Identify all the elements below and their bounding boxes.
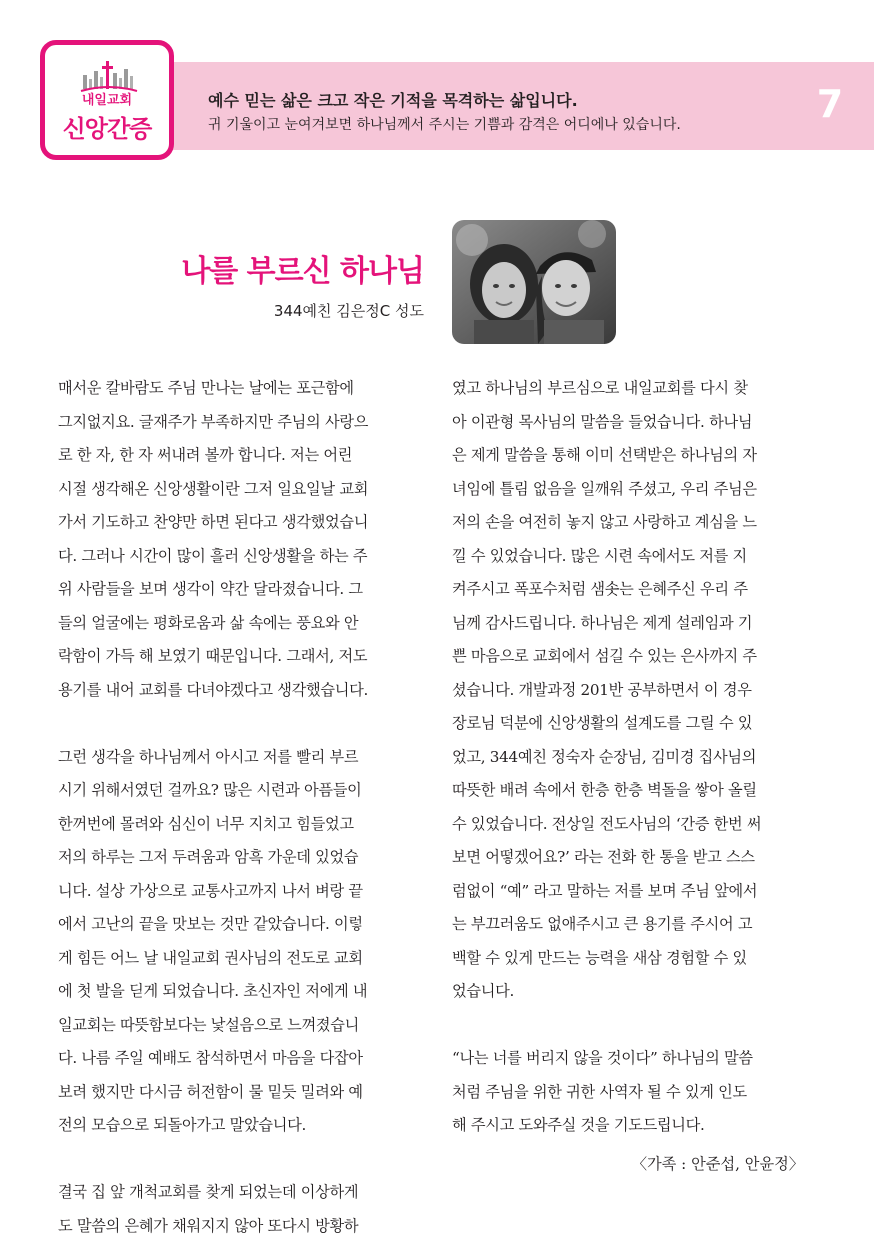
- article-title: 나를 부르신 하나님: [181, 246, 424, 290]
- header-subtagline: 귀 기울이고 눈여겨보면 하나님께서 주시는 기쁨과 감격은 어디에나 있습니다.: [208, 114, 681, 134]
- text-line: 다. 나름 주일 예배도 참석하면서 마음을 다잡아: [58, 1042, 420, 1076]
- text-line: 전의 모습으로 되돌아가고 말았습니다.: [58, 1109, 420, 1143]
- text-line: 님께 감사드립니다. 하나님은 제게 설레임과 기: [452, 607, 816, 641]
- text-line: 니다. 설상 가상으로 교통사고까지 나서 벼랑 끝: [58, 875, 420, 909]
- text-line: 켜주시고 폭포수처럼 샘솟는 은혜주신 우리 주: [452, 573, 816, 607]
- text-line: 였고 하나님의 부르심으로 내일교회를 다시 찾: [452, 372, 816, 406]
- text-line: 었습니다.: [452, 975, 816, 1009]
- text-line: 따뜻한 배려 속에서 한층 한층 벽돌을 쌓아 올릴: [452, 774, 816, 808]
- text-line: 시기 위해서였던 걸까요? 많은 시련과 아픔들이: [58, 774, 420, 808]
- header-tagline: 예수 믿는 삶은 크고 작은 기적을 목격하는 삶입니다.: [208, 88, 578, 111]
- photo-two-women-icon: [452, 220, 616, 344]
- paragraph: [452, 372, 816, 1009]
- text-line: 녀임에 틀림 없음을 일깨워 주셨고, 우리 주님은: [452, 473, 816, 507]
- text-line: 일교회는 따뜻함보다는 낯설음으로 느껴졌습니: [58, 1009, 420, 1043]
- text-line: 셨습니다. 개발과정 201반 공부하면서 이 경우: [452, 674, 816, 708]
- text-line: 위 사람들을 보며 생각이 약간 달라졌습니다. 그: [58, 573, 420, 607]
- section-badge: [40, 40, 174, 160]
- text-line: 에 첫 발을 딛게 되었습니다. 초신자인 저에게 내: [58, 975, 420, 1009]
- text-line: 도 말씀의 은혜가 채워지지 않아 또다시 방황하: [58, 1210, 420, 1243]
- section-label: 신앙간증: [45, 109, 169, 144]
- text-line: 매서운 칼바람도 주님 만나는 날에는 포근함에: [58, 372, 420, 406]
- text-line: 용기를 내어 교회를 다녀야겠다고 생각했습니다.: [58, 674, 420, 708]
- text-line: 그지없지요. 글재주가 부족하지만 주님의 사랑으: [58, 406, 420, 440]
- page-number: 7: [800, 82, 860, 126]
- text-line: 에서 고난의 끝을 맛보는 것만 같았습니다. 이렇: [58, 908, 420, 942]
- paragraph: [58, 1176, 420, 1243]
- text-line: 해 주시고 도와주실 것을 기도드립니다.: [452, 1109, 816, 1143]
- text-line: 백할 수 있게 만드는 능력을 새삼 경험할 수 있: [452, 942, 816, 976]
- text-line: 한꺼번에 몰려와 심신이 너무 지치고 힘들었고: [58, 808, 420, 842]
- family-note: 〈가족 : 안준섭, 안윤정〉: [632, 1152, 804, 1176]
- text-line: 들의 얼굴에는 평화로움과 삶 속에는 풍요와 안: [58, 607, 420, 641]
- logo-text: 내일교회: [45, 89, 169, 108]
- text-line: 결국 집 앞 개척교회를 찾게 되었는데 이상하게: [58, 1176, 420, 1210]
- text-line: 로 한 자, 한 자 써내려 볼까 합니다. 저는 어린: [58, 439, 420, 473]
- article-byline: 344예친 김은정C 성도: [274, 300, 424, 321]
- text-line: 쁜 마음으로 교회에서 섬길 수 있는 은사까지 주: [452, 640, 816, 674]
- text-line: 아 이관형 목사님의 말씀을 들었습니다. 하나님: [452, 406, 816, 440]
- text-line: 다. 그러나 시간이 많이 흘러 신앙생활을 하는 주: [58, 540, 420, 574]
- text-line: 락함이 가득 해 보였기 때문입니다. 그래서, 저도: [58, 640, 420, 674]
- text-line: 낄 수 있었습니다. 많은 시련 속에서도 저를 지: [452, 540, 816, 574]
- text-line: 처럼 주님을 위한 귀한 사역자 될 수 있게 인도: [452, 1076, 816, 1110]
- text-line: 시절 생각해온 신앙생활이란 그저 일요일날 교회: [58, 473, 420, 507]
- paragraph: [452, 1042, 816, 1143]
- text-line: 저의 손을 여전히 놓지 않고 사랑하고 계심을 느: [452, 506, 816, 540]
- text-line: 장로님 덕분에 신앙생활의 설계도를 그릴 수 있: [452, 707, 816, 741]
- text-line: 수 있었습니다. 전상일 전도사님의 ‘간증 한번 써: [452, 808, 816, 842]
- text-line: 보면 어떻겠어요?’ 라는 전화 한 통을 받고 스스: [452, 841, 816, 875]
- article-left-column: [58, 372, 420, 1243]
- text-line: 가서 기도하고 찬양만 하면 된다고 생각했었습니: [58, 506, 420, 540]
- text-line: 은 제게 말씀을 통해 이미 선택받은 하나님의 자: [452, 439, 816, 473]
- text-line: “나는 너를 버리지 않을 것이다” 하나님의 말씀: [452, 1042, 816, 1076]
- text-line: 보려 했지만 다시금 허전함이 물 밑듯 밀려와 예: [58, 1076, 420, 1110]
- text-line: 저의 하루는 그저 두려움과 암흑 가운데 있었습: [58, 841, 420, 875]
- author-photo: [452, 220, 616, 344]
- text-line: 게 힘든 어느 날 내일교회 권사님의 전도로 교회: [58, 942, 420, 976]
- paragraph: [58, 372, 420, 707]
- text-line: 럼없이 “예” 라고 말하는 저를 보며 주님 앞에서: [452, 875, 816, 909]
- article-right-column: [452, 372, 816, 1143]
- text-line: 그런 생각을 하나님께서 아시고 저를 빨리 부르: [58, 741, 420, 775]
- text-line: 는 부끄러움도 없애주시고 큰 용기를 주시어 고: [452, 908, 816, 942]
- text-line: 었고, 344예친 정숙자 순장님, 김미경 집사님의: [452, 741, 816, 775]
- paragraph: [58, 741, 420, 1143]
